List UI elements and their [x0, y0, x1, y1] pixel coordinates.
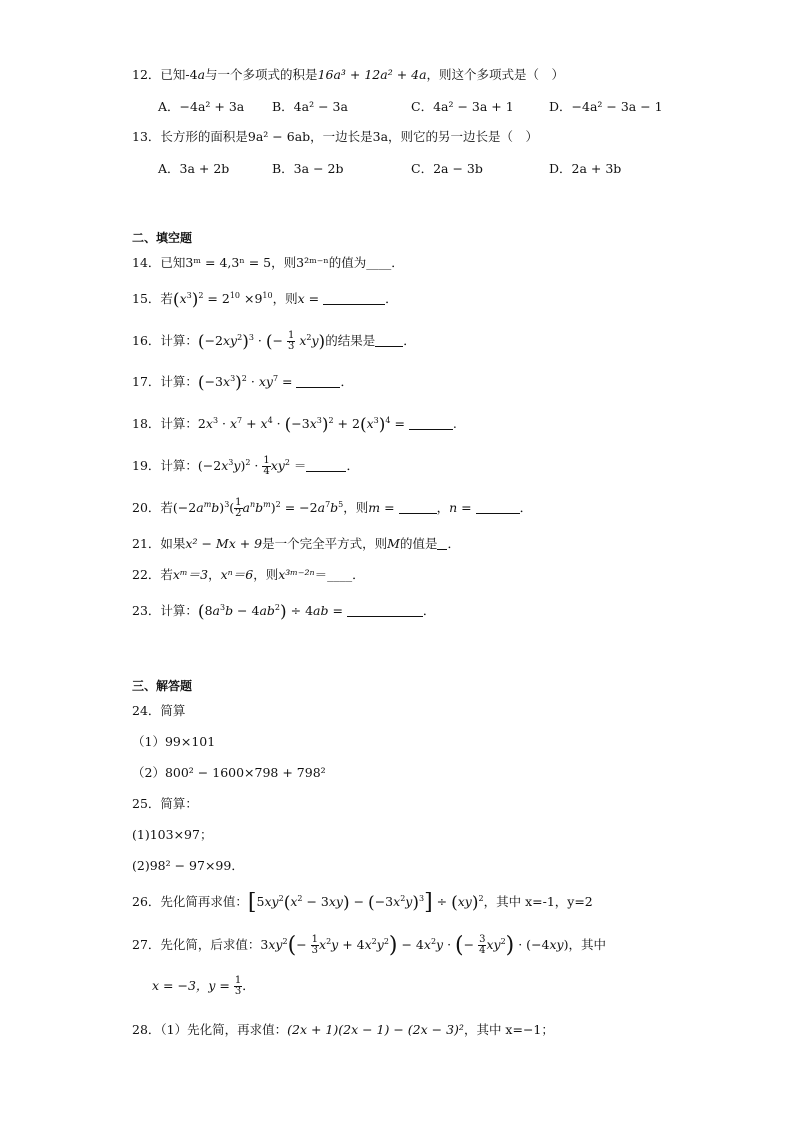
q15-post: ，则 — [272, 291, 298, 306]
q19-answer-blank[interactable] — [306, 459, 346, 472]
question-13 — [132, 128, 538, 146]
q15-number: 15． — [132, 291, 161, 306]
q16-answer-blank[interactable] — [375, 334, 403, 347]
q22-prefix: 若 — [160, 567, 173, 582]
q22-condition-a: xᵐ＝3 — [172, 567, 209, 582]
q21-prefix: 如果 — [160, 536, 186, 551]
q12-option-b[interactable]: B．4a² − 3a — [272, 99, 348, 114]
q18-number: 18． — [132, 416, 161, 431]
q20-end: ． — [519, 500, 533, 515]
q26-math: $[5xy^2(x^2 - 3xy) - (-3x^2y)^3] \div (xy)^2$ — [247, 890, 484, 915]
question-17 — [132, 373, 353, 392]
q22-expression: x³ᵐ⁻²ⁿ — [278, 567, 315, 582]
q15-equals: = — [308, 291, 324, 306]
q13-option-d[interactable]: D．2a + 3b — [549, 161, 622, 176]
q22-condition-b: xⁿ＝6 — [220, 567, 254, 582]
q20-answer-m-blank[interactable] — [399, 501, 437, 514]
question-12: 12．已知-4a与一个多项式的积是16a³ + 12a² + 4a，则这个多项式是（ ） — [132, 67, 565, 82]
q14-post: 的值为____． — [328, 255, 404, 270]
q25-title: 简算： — [160, 796, 198, 811]
q19-prefix: 计算： — [160, 458, 198, 473]
question-15 — [132, 290, 398, 309]
q14-expression: 3²ᵐ⁻ⁿ — [296, 255, 329, 270]
q27-fraction: $\frac{1}{3}$ — [234, 975, 242, 997]
q25-part-1: (1)103×97； — [132, 827, 213, 842]
q12-option-a[interactable]: A．−4a² + 3a — [158, 99, 245, 114]
q13-number: 13． — [132, 129, 161, 144]
q18-prefix: 计算： — [160, 416, 198, 431]
q12-option-c[interactable]: C．4a² − 3a + 1 — [411, 99, 514, 114]
q17-prefix: 计算： — [160, 374, 198, 389]
q12-option-d[interactable]: D．−4a² − 3a − 1 — [549, 99, 663, 114]
q27-condition: x = −3，y = $\frac{1}{3}$ ． — [152, 975, 255, 997]
question-25 — [132, 795, 198, 813]
q15-prefix: 若 — [160, 291, 173, 306]
q12-prefix: 已知-4 — [160, 67, 198, 82]
q27-math: $3xy^2(-$ $\frac{1}{3}$ $x^2y + 4x^2y^2) - 4x^2y$ · (− $\frac{3}{4}$ $xy^2) \cdot (-4xy)$ — [260, 933, 569, 958]
q15-end: ． — [385, 291, 398, 306]
q17-math: $(-3x^3)^2 \cdot xy^7$ = — [197, 373, 297, 393]
q25-part-2: (2)98² − 97×99． — [132, 858, 244, 873]
q22-separator: ， — [208, 567, 221, 582]
q26-prefix: 先化简再求值： — [160, 894, 248, 909]
q21-number: 21． — [132, 536, 161, 551]
q17-end: ． — [340, 374, 353, 389]
question-18 — [132, 415, 457, 434]
section-solve-title: 三、解答题 — [132, 679, 193, 693]
q26-post: ，其中 x=-1，y=2 — [483, 894, 593, 909]
section-fill-in-title: 二、填空题 — [132, 231, 193, 245]
q21-end: ． — [447, 536, 460, 551]
q24-number: 24． — [132, 703, 161, 718]
q12-number: 12． — [132, 67, 161, 82]
q27-post: ，其中 — [568, 937, 607, 952]
q27-prefix: 先化简，后求值： — [160, 937, 261, 952]
q21-post: 的值是 — [399, 536, 438, 551]
q24-part-2: （2）800² − 1600×798 + 798² — [132, 765, 326, 780]
question-26 — [132, 890, 593, 915]
q21-middle: 是一个完全平方式，则 — [262, 536, 388, 551]
question-16 — [132, 331, 416, 352]
q16-prefix: 计算： — [160, 333, 198, 348]
q28-number: 28． — [132, 1022, 161, 1037]
q20-number: 20． — [132, 500, 161, 515]
q28-post: ，其中 x=−1； — [463, 1022, 554, 1037]
q13-text: 长方形的面积是9a² − 6ab，一边长是3a，则它的另一边长是（ ） — [160, 129, 539, 144]
q13-option-b[interactable]: B．3a − 2b — [272, 161, 344, 176]
q23-answer-blank[interactable] — [347, 604, 423, 617]
q18-answer-blank[interactable] — [409, 417, 453, 430]
q24-part-1: （1）99×101 — [132, 734, 216, 749]
q28-prefix: （1）先化简，再求值： — [160, 1022, 288, 1037]
q18-end: . — [452, 416, 457, 431]
q23-prefix: 计算： — [160, 603, 198, 618]
q21-variable: M — [387, 536, 400, 551]
q14-condition: 3ᵐ = 4,3ⁿ = 5 — [185, 255, 272, 270]
q20-var-m: m — [368, 500, 381, 515]
q15-math: $(x^3)^2 = 2^{10} \times 9^{10}$ — [172, 290, 273, 310]
q24-title: 简算 — [160, 703, 186, 718]
q23-number: 23． — [132, 603, 161, 618]
question-23 — [132, 602, 435, 621]
q26-number: 26． — [132, 894, 161, 909]
question-27 — [132, 935, 606, 956]
q15-answer-blank[interactable] — [323, 292, 385, 305]
q14-number: 14． — [132, 255, 161, 270]
q19-math: $(-2x^3y)^2$ · $\frac{1}{4}$ $xy^2$ ＝ — [197, 455, 307, 477]
question-28 — [132, 1021, 554, 1039]
question-24 — [132, 702, 185, 720]
q12-post: ，则这个多项式是（ ） — [426, 67, 565, 82]
q14-prefix: 已知 — [160, 255, 186, 270]
q22-middle: ，则 — [253, 567, 279, 582]
q23-end: ． — [422, 603, 436, 618]
question-14 — [132, 254, 404, 272]
q20-var-n: n — [449, 500, 458, 515]
question-19 — [132, 456, 359, 477]
q28-expression: (2x + 1)(2x − 1) − (2x − 3)² — [287, 1022, 464, 1037]
q27-condition-text: x = −3，y = — [152, 978, 230, 993]
q12-expression: 16a³ + 12a² + 4a — [317, 67, 427, 82]
question-21 — [132, 535, 460, 553]
q17-answer-blank[interactable] — [296, 375, 340, 388]
q27-number: 27． — [132, 937, 161, 952]
q16-end: ． — [403, 333, 416, 348]
q12-middle: 与一个多项式的积是 — [205, 67, 318, 82]
q17-number: 17． — [132, 374, 161, 389]
q21-expression: x² − Mx + 9 — [185, 536, 263, 551]
q16-number: 16． — [132, 333, 161, 348]
question-20: 20．若$(-2a^mb)^3$( $\frac{1}{2}$ $a^nb^m)^2 = -2a^7b^5$，则m = ，n = ． — [132, 497, 533, 519]
q20-answer-n-blank[interactable] — [476, 501, 520, 514]
q15-variable: x — [297, 291, 305, 306]
q19-end: ． — [346, 458, 359, 473]
q20-prefix: 若 — [160, 500, 173, 515]
q20-math: $(-2a^mb)^3$( $\frac{1}{2}$ $a^nb^m)^2 = -2a^7b^5$ — [172, 497, 344, 519]
q16-post: 的结果是 — [325, 333, 376, 348]
q25-number: 25． — [132, 796, 161, 811]
q14-middle: ，则 — [271, 255, 297, 270]
question-22 — [132, 566, 365, 584]
q22-number: 22． — [132, 567, 161, 582]
q13-option-c[interactable]: C．2a − 3b — [411, 161, 483, 176]
q23-math: $(8a^3b - 4ab^2) \div 4ab$ = — [197, 602, 347, 622]
q19-number: 19． — [132, 458, 161, 473]
q22-post: ＝____． — [314, 567, 365, 582]
q18-math: $2x^3 \cdot x^7 + x^4 \cdot (-3x^3)^2 + 2(x^3)^4$ = — [197, 415, 409, 435]
q20-separator: ， — [436, 500, 450, 515]
q21-answer-blank[interactable] — [437, 537, 447, 550]
q20-post: ，则 — [343, 500, 369, 515]
q16-math: $(-2xy^2)^3$ · (− $\frac{1}{3}$ $x^2y$) — [197, 330, 326, 352]
q13-option-a[interactable]: A．3a + 2b — [158, 161, 230, 176]
